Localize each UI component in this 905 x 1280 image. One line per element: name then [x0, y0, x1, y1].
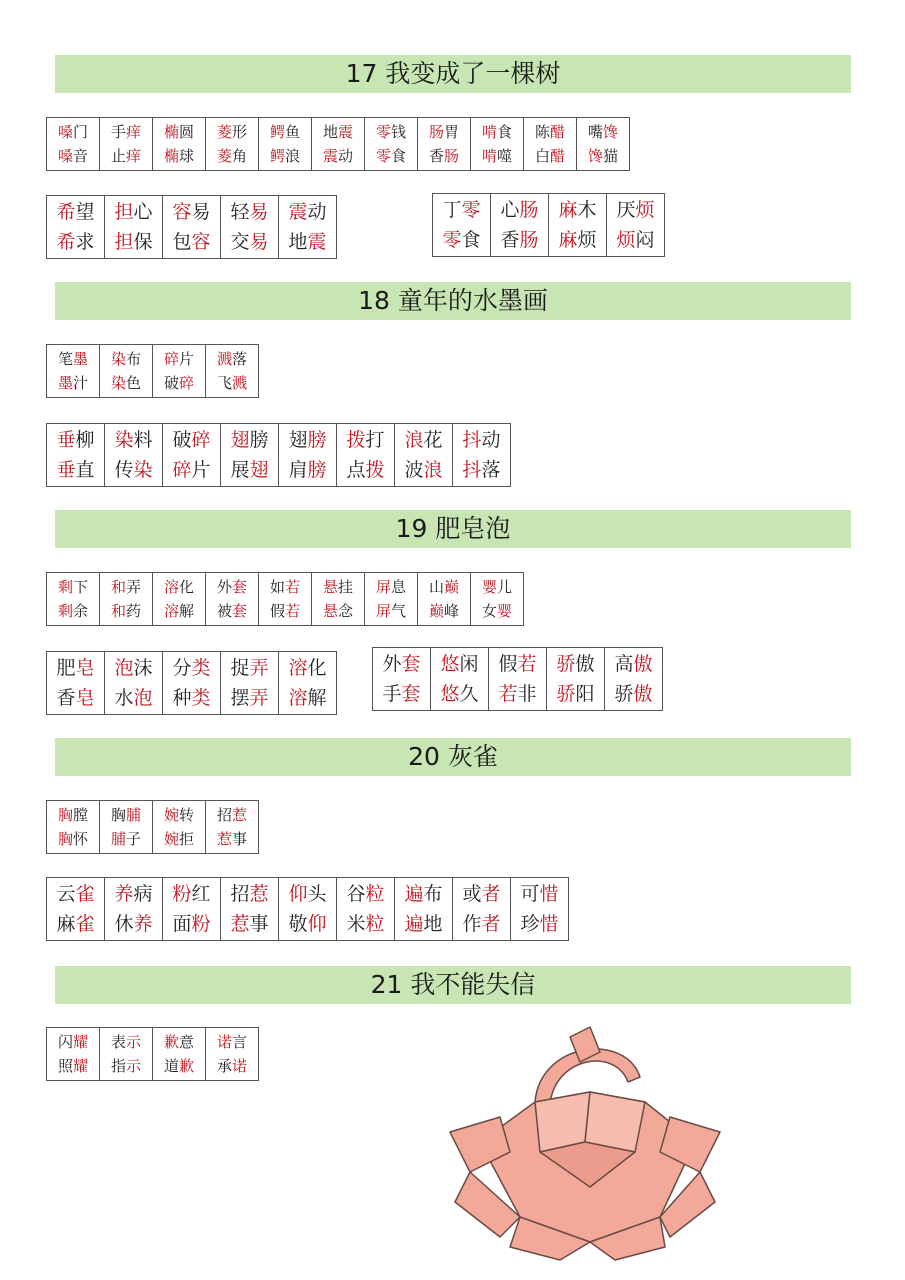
word: 香皂 — [56, 687, 95, 709]
section-title-18: 18 童年的水墨画 — [55, 282, 851, 320]
word-cell — [433, 194, 491, 257]
section-title-17: 17 我变成了一棵树 — [55, 55, 851, 93]
word-cell — [365, 118, 418, 171]
word-cell — [153, 345, 206, 398]
word: 巅峰 — [428, 602, 460, 620]
word: 惹事 — [216, 830, 248, 848]
word-cell — [47, 801, 100, 854]
word: 鳄鱼 — [269, 123, 301, 141]
word: 屏气 — [375, 602, 407, 620]
word: 震动 — [322, 147, 354, 165]
word: 表示 — [110, 1033, 142, 1051]
word-cell — [337, 878, 395, 941]
word: 婉拒 — [163, 830, 195, 848]
word-cell — [206, 1028, 259, 1081]
word: 啃食 — [481, 123, 513, 141]
word-cell — [549, 194, 607, 257]
word: 照耀 — [57, 1057, 89, 1075]
word-cell — [47, 652, 105, 715]
word-cell — [47, 573, 100, 626]
word-cell — [365, 573, 418, 626]
word: 破碎 — [172, 429, 211, 451]
word: 惹事 — [230, 913, 269, 935]
word: 珍惜 — [520, 913, 559, 935]
word-cell — [47, 424, 105, 487]
word: 面粉 — [172, 913, 211, 935]
word: 染布 — [110, 350, 142, 368]
word-table — [432, 193, 665, 257]
word: 陈醋 — [534, 123, 566, 141]
word: 溶解 — [288, 687, 327, 709]
word: 若非 — [498, 683, 537, 705]
word-cell — [511, 878, 569, 941]
word-cell — [221, 424, 279, 487]
word: 破碎 — [163, 374, 195, 392]
word: 菱形 — [216, 123, 248, 141]
word: 啃噬 — [481, 147, 513, 165]
word: 翅膀 — [288, 429, 327, 451]
word: 地震 — [288, 231, 327, 253]
word: 溶化 — [163, 578, 195, 596]
word: 传染 — [114, 459, 153, 481]
word-cell — [153, 801, 206, 854]
word: 养病 — [114, 883, 153, 905]
word-cell — [100, 118, 153, 171]
word: 嘴馋 — [587, 123, 619, 141]
word-cell — [453, 424, 511, 487]
word-cell — [163, 196, 221, 259]
word: 粉红 — [172, 883, 211, 905]
word-cell — [153, 1028, 206, 1081]
word: 手套 — [382, 683, 421, 705]
word: 肩膀 — [288, 459, 327, 481]
word: 悠久 — [440, 683, 479, 705]
word: 胸脯 — [110, 806, 142, 824]
word: 歉意 — [163, 1033, 195, 1051]
word: 骄傲 — [614, 683, 653, 705]
word-cell — [153, 573, 206, 626]
word: 溶化 — [288, 657, 327, 679]
word: 肥皂 — [56, 657, 95, 679]
word-cell — [373, 648, 431, 711]
word: 翅膀 — [230, 429, 269, 451]
word-cell — [47, 345, 100, 398]
word: 希望 — [56, 201, 95, 223]
word: 云雀 — [56, 883, 95, 905]
word-table — [46, 800, 259, 854]
word: 作者 — [462, 913, 501, 935]
word-cell — [605, 648, 663, 711]
word: 和弄 — [110, 578, 142, 596]
word: 零钱 — [375, 123, 407, 141]
word-cell — [221, 196, 279, 259]
word: 溅落 — [216, 350, 248, 368]
word: 和药 — [110, 602, 142, 620]
word: 胸怀 — [57, 830, 89, 848]
word: 希求 — [56, 231, 95, 253]
word: 泡沫 — [114, 657, 153, 679]
word-cell — [547, 648, 605, 711]
word: 染色 — [110, 374, 142, 392]
word: 点拨 — [346, 459, 385, 481]
word: 闪耀 — [57, 1033, 89, 1051]
word-table — [46, 117, 630, 171]
word: 担心 — [114, 201, 153, 223]
word: 馋猫 — [587, 147, 619, 165]
word: 种类 — [172, 687, 211, 709]
word: 展翅 — [230, 459, 269, 481]
word: 垂直 — [56, 459, 95, 481]
word: 分类 — [172, 657, 211, 679]
word: 容易 — [172, 201, 211, 223]
word: 菱角 — [216, 147, 248, 165]
word: 零食 — [442, 229, 481, 251]
word-cell — [163, 652, 221, 715]
section-title-21: 21 我不能失信 — [55, 966, 851, 1004]
word-table — [46, 195, 337, 259]
word-cell — [206, 118, 259, 171]
word: 外套 — [216, 578, 248, 596]
word-cell — [105, 424, 163, 487]
word-cell — [431, 648, 489, 711]
word-table — [46, 344, 259, 398]
word: 招惹 — [230, 883, 269, 905]
word-cell — [206, 801, 259, 854]
word: 止痒 — [110, 147, 142, 165]
word-cell — [312, 118, 365, 171]
word-cell — [105, 652, 163, 715]
word-cell — [453, 878, 511, 941]
word-cell — [163, 424, 221, 487]
word-cell — [105, 196, 163, 259]
word: 被套 — [216, 602, 248, 620]
word-cell — [221, 878, 279, 941]
word-cell — [206, 573, 259, 626]
word-cell — [471, 118, 524, 171]
word: 椭球 — [163, 147, 195, 165]
word: 厌烦 — [616, 199, 655, 221]
word: 肠胃 — [428, 123, 460, 141]
word: 谷粒 — [346, 883, 385, 905]
word: 胸膛 — [57, 806, 89, 824]
word: 白醋 — [534, 147, 566, 165]
word: 婉转 — [163, 806, 195, 824]
word: 屏息 — [375, 578, 407, 596]
word-table — [372, 647, 663, 711]
word: 轻易 — [230, 201, 269, 223]
word: 飞溅 — [216, 374, 248, 392]
word: 地震 — [322, 123, 354, 141]
word-cell — [607, 194, 665, 257]
word: 骄阳 — [556, 683, 595, 705]
word: 休养 — [114, 913, 153, 935]
word: 手痒 — [110, 123, 142, 141]
word: 鳄浪 — [269, 147, 301, 165]
word: 水泡 — [114, 687, 153, 709]
word: 零食 — [375, 147, 407, 165]
word: 丁零 — [442, 199, 481, 221]
word: 香肠 — [500, 229, 539, 251]
word: 麻烦 — [558, 229, 597, 251]
word: 如若 — [269, 578, 301, 596]
section-title-20: 20 灰雀 — [55, 738, 851, 776]
word-cell — [100, 345, 153, 398]
word-cell — [206, 345, 259, 398]
word: 诺言 — [216, 1033, 248, 1051]
word-cell — [153, 118, 206, 171]
word-table — [46, 1027, 259, 1081]
word: 捉弄 — [230, 657, 269, 679]
word-cell — [47, 878, 105, 941]
word-cell — [418, 573, 471, 626]
word: 仰头 — [288, 883, 327, 905]
word-cell — [524, 118, 577, 171]
word: 剩下 — [57, 578, 89, 596]
word-cell — [279, 424, 337, 487]
word: 波浪 — [404, 459, 443, 481]
word: 嗓门 — [57, 123, 89, 141]
word-cell — [395, 424, 453, 487]
word: 悬念 — [322, 602, 354, 620]
word: 拨打 — [346, 429, 385, 451]
word-cell — [259, 118, 312, 171]
word-cell — [163, 878, 221, 941]
word-cell — [47, 118, 100, 171]
word: 脯子 — [110, 830, 142, 848]
word: 招惹 — [216, 806, 248, 824]
word: 婴儿 — [481, 578, 513, 596]
word-cell — [491, 194, 549, 257]
word: 悬挂 — [322, 578, 354, 596]
word: 摆弄 — [230, 687, 269, 709]
word: 可惜 — [520, 883, 559, 905]
word: 碎片 — [172, 459, 211, 481]
word: 椭圆 — [163, 123, 195, 141]
word: 香肠 — [428, 147, 460, 165]
word: 嗓音 — [57, 147, 89, 165]
word: 外套 — [382, 653, 421, 675]
word-cell — [105, 878, 163, 941]
word-cell — [395, 878, 453, 941]
word: 抖动 — [462, 429, 501, 451]
word: 骄傲 — [556, 653, 595, 675]
word: 抖落 — [462, 459, 501, 481]
word-table — [46, 651, 337, 715]
word: 指示 — [110, 1057, 142, 1075]
word: 笔墨 — [57, 350, 89, 368]
word-table — [46, 423, 511, 487]
word-cell — [221, 652, 279, 715]
word: 剩余 — [57, 602, 89, 620]
word-cell — [47, 1028, 100, 1081]
word-cell — [279, 196, 337, 259]
word: 烦闷 — [616, 229, 655, 251]
word-cell — [279, 878, 337, 941]
word-cell — [312, 573, 365, 626]
word: 包容 — [172, 231, 211, 253]
word-cell — [489, 648, 547, 711]
word: 敬仰 — [288, 913, 327, 935]
word-cell — [100, 801, 153, 854]
word: 或者 — [462, 883, 501, 905]
word: 山巅 — [428, 578, 460, 596]
word: 碎片 — [163, 350, 195, 368]
word: 溶解 — [163, 602, 195, 620]
word-cell — [337, 424, 395, 487]
word: 道歉 — [163, 1057, 195, 1075]
word: 浪花 — [404, 429, 443, 451]
word: 交易 — [230, 231, 269, 253]
origami-basket-icon — [440, 1022, 730, 1262]
word: 麻雀 — [56, 913, 95, 935]
word: 假若 — [269, 602, 301, 620]
word-cell — [47, 196, 105, 259]
word-table — [46, 572, 524, 626]
word-cell — [100, 1028, 153, 1081]
word-cell — [418, 118, 471, 171]
word: 遍地 — [404, 913, 443, 935]
word-cell — [259, 573, 312, 626]
word-table — [46, 877, 569, 941]
word: 遍布 — [404, 883, 443, 905]
word: 心肠 — [500, 199, 539, 221]
word-cell — [577, 118, 630, 171]
word: 墨汁 — [57, 374, 89, 392]
word-cell — [471, 573, 524, 626]
word-cell — [279, 652, 337, 715]
word: 染料 — [114, 429, 153, 451]
word: 承诺 — [216, 1057, 248, 1075]
word: 假若 — [498, 653, 537, 675]
word: 震动 — [288, 201, 327, 223]
section-title-19: 19 肥皂泡 — [55, 510, 851, 548]
word: 女婴 — [481, 602, 513, 620]
word: 高傲 — [614, 653, 653, 675]
word: 麻木 — [558, 199, 597, 221]
word: 垂柳 — [56, 429, 95, 451]
word: 担保 — [114, 231, 153, 253]
word-cell — [100, 573, 153, 626]
word: 悠闲 — [440, 653, 479, 675]
word: 米粒 — [346, 913, 385, 935]
